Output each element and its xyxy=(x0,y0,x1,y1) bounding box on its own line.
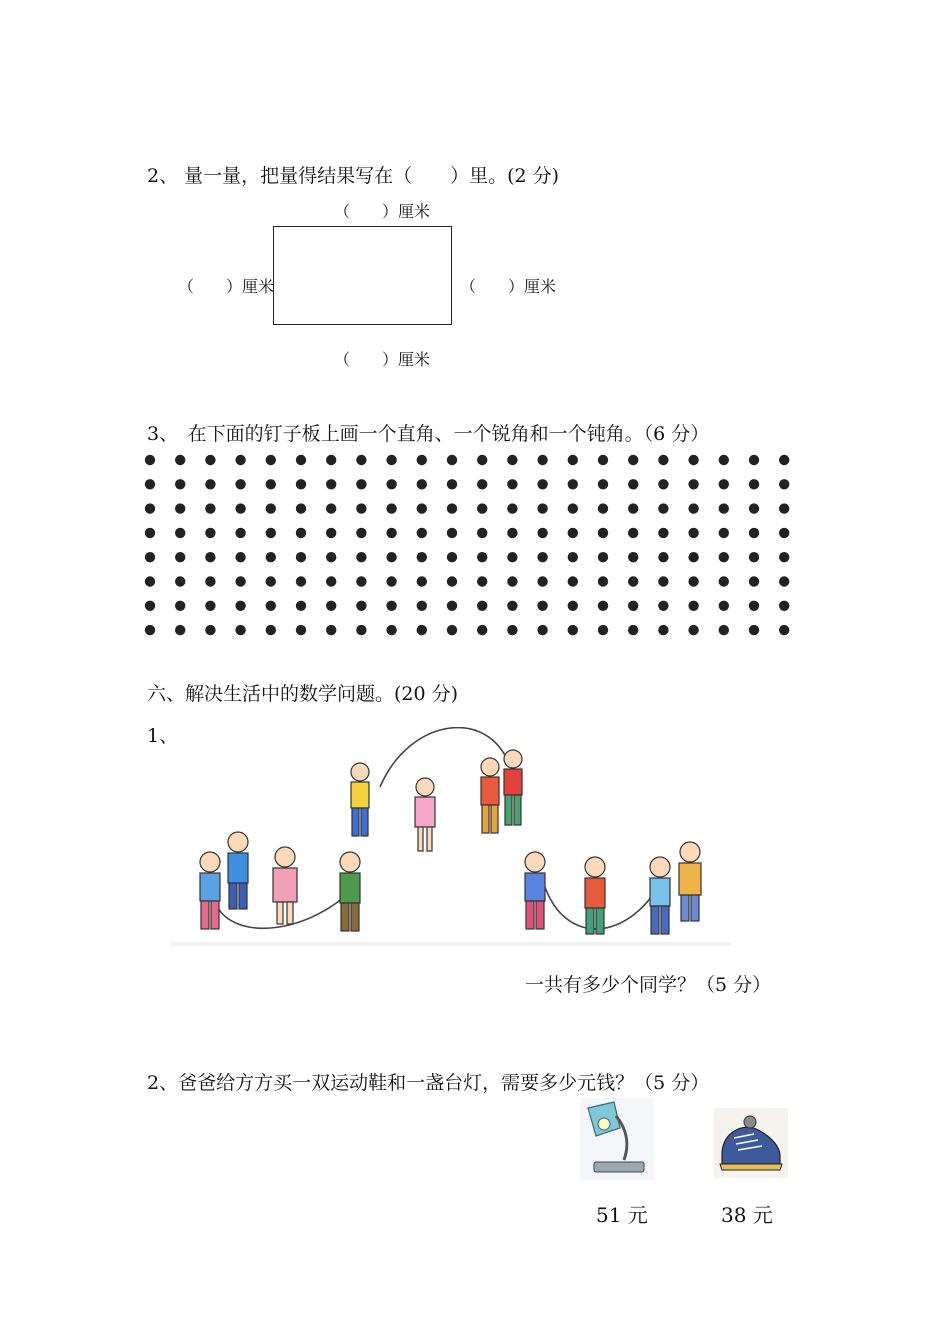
peg-dot[interactable] xyxy=(175,552,185,562)
peg-dot[interactable] xyxy=(688,503,698,513)
peg-dot[interactable] xyxy=(266,503,276,513)
peg-dot[interactable] xyxy=(386,503,396,513)
peg-dot[interactable] xyxy=(326,576,336,586)
peg-dot[interactable] xyxy=(749,601,759,611)
peg-dot[interactable] xyxy=(356,479,366,489)
peg-dot[interactable] xyxy=(447,528,457,538)
peg-dot[interactable] xyxy=(658,576,668,586)
problem1-question: 一共有多少个同学？（5 分） xyxy=(525,974,772,996)
peg-dot[interactable] xyxy=(417,528,427,538)
peg-dot[interactable] xyxy=(205,528,215,538)
peg-dot[interactable] xyxy=(628,552,638,562)
peg-dot[interactable] xyxy=(598,503,608,513)
peg-dot[interactable] xyxy=(417,455,427,465)
peg-dot[interactable] xyxy=(537,625,547,635)
peg-dot[interactable] xyxy=(477,576,487,586)
peg-dot[interactable] xyxy=(779,528,789,538)
peg-dot[interactable] xyxy=(205,625,215,635)
peg-dot[interactable] xyxy=(658,552,668,562)
peg-dot[interactable] xyxy=(356,601,366,611)
sneakers-image xyxy=(714,1108,788,1178)
shoes-price: 38 元 xyxy=(721,1203,773,1227)
q2-title: 2、 量一量，把量得结果写在（ ）里。(2 分) xyxy=(147,165,560,187)
peg-dot[interactable] xyxy=(145,479,155,489)
peg-dot[interactable] xyxy=(417,576,427,586)
peg-dot[interactable] xyxy=(628,479,638,489)
peg-dot[interactable] xyxy=(688,625,698,635)
peg-dot[interactable] xyxy=(507,552,517,562)
peg-dot[interactable] xyxy=(145,552,155,562)
peg-dot[interactable] xyxy=(266,479,276,489)
peg-dot[interactable] xyxy=(568,576,578,586)
peg-dot[interactable] xyxy=(356,625,366,635)
peg-dot[interactable] xyxy=(688,601,698,611)
peg-dot[interactable] xyxy=(658,625,668,635)
peg-dot[interactable] xyxy=(235,528,245,538)
peg-dot[interactable] xyxy=(779,479,789,489)
peg-dot[interactable] xyxy=(235,576,245,586)
peg-dot[interactable] xyxy=(568,479,578,489)
peg-dot[interactable] xyxy=(175,479,185,489)
peg-dot[interactable] xyxy=(477,552,487,562)
rect-top-label: （ ）厘米 xyxy=(334,202,431,221)
peg-dot[interactable] xyxy=(266,601,276,611)
peg-dot[interactable] xyxy=(568,503,578,513)
peg-dot[interactable] xyxy=(477,455,487,465)
peg-dot[interactable] xyxy=(386,601,396,611)
peg-dot[interactable] xyxy=(296,528,306,538)
peg-dot[interactable] xyxy=(598,552,608,562)
peg-dot[interactable] xyxy=(447,601,457,611)
rect-bottom-label: （ ）厘米 xyxy=(334,350,431,369)
peg-dot[interactable] xyxy=(598,479,608,489)
peg-dot[interactable] xyxy=(235,455,245,465)
peg-dot[interactable] xyxy=(628,455,638,465)
peg-dot[interactable] xyxy=(477,528,487,538)
peg-dot[interactable] xyxy=(296,552,306,562)
peg-dot[interactable] xyxy=(175,625,185,635)
peg-dot[interactable] xyxy=(719,552,729,562)
peg-dot[interactable] xyxy=(447,503,457,513)
peg-dot[interactable] xyxy=(356,576,366,586)
peg-dot[interactable] xyxy=(417,552,427,562)
peg-dot[interactable] xyxy=(719,576,729,586)
peg-dot[interactable] xyxy=(266,625,276,635)
peg-dot[interactable] xyxy=(568,528,578,538)
peg-dot[interactable] xyxy=(145,625,155,635)
jump-rope-illustration xyxy=(170,727,730,952)
peg-dot[interactable] xyxy=(628,528,638,538)
peg-dot[interactable] xyxy=(356,455,366,465)
peg-dot[interactable] xyxy=(175,455,185,465)
peg-dot[interactable] xyxy=(386,576,396,586)
peg-dot[interactable] xyxy=(779,625,789,635)
peg-dot[interactable] xyxy=(507,625,517,635)
peg-dot[interactable] xyxy=(658,455,668,465)
peg-dot[interactable] xyxy=(417,625,427,635)
peg-dot[interactable] xyxy=(296,503,306,513)
peg-dot[interactable] xyxy=(507,576,517,586)
peg-dot[interactable] xyxy=(537,455,547,465)
peg-dot[interactable] xyxy=(719,503,729,513)
peg-dot[interactable] xyxy=(326,625,336,635)
peg-dot[interactable] xyxy=(568,552,578,562)
peg-dot[interactable] xyxy=(296,601,306,611)
problem1-number: 1、 xyxy=(147,725,179,747)
peg-dot[interactable] xyxy=(719,455,729,465)
peg-dot[interactable] xyxy=(749,503,759,513)
peg-dot[interactable] xyxy=(658,503,668,513)
peg-dot[interactable] xyxy=(779,576,789,586)
peg-dot[interactable] xyxy=(326,528,336,538)
peg-dot[interactable] xyxy=(235,503,245,513)
peg-dot[interactable] xyxy=(507,455,517,465)
peg-dot[interactable] xyxy=(296,576,306,586)
peg-dot[interactable] xyxy=(749,625,759,635)
peg-dot[interactable] xyxy=(447,625,457,635)
peg-dot[interactable] xyxy=(447,576,457,586)
peg-dot[interactable] xyxy=(477,503,487,513)
peg-dot[interactable] xyxy=(296,625,306,635)
peg-dot[interactable] xyxy=(175,576,185,586)
peg-dot[interactable] xyxy=(477,479,487,489)
peg-dot[interactable] xyxy=(537,479,547,489)
peg-dot[interactable] xyxy=(235,552,245,562)
peg-dot[interactable] xyxy=(719,479,729,489)
peg-dot[interactable] xyxy=(205,601,215,611)
peg-dot[interactable] xyxy=(628,625,638,635)
peg-dot[interactable] xyxy=(658,479,668,489)
peg-dot[interactable] xyxy=(749,528,759,538)
peg-dot[interactable] xyxy=(598,601,608,611)
peg-dot[interactable] xyxy=(779,455,789,465)
peg-dot[interactable] xyxy=(628,601,638,611)
peg-dot[interactable] xyxy=(326,479,336,489)
peg-dot[interactable] xyxy=(537,601,547,611)
peg-dot[interactable] xyxy=(417,503,427,513)
peg-dot[interactable] xyxy=(598,576,608,586)
peg-dot[interactable] xyxy=(326,455,336,465)
peg-dot[interactable] xyxy=(356,503,366,513)
q3-title: 3、 在下面的钉子板上画一个直角、一个锐角和一个钝角。（6 分） xyxy=(147,423,710,445)
peg-dot[interactable] xyxy=(296,455,306,465)
peg-dot[interactable] xyxy=(175,601,185,611)
peg-dot[interactable] xyxy=(719,528,729,538)
peg-dot[interactable] xyxy=(145,455,155,465)
peg-dot[interactable] xyxy=(205,455,215,465)
peg-dot[interactable] xyxy=(386,528,396,538)
peg-dot[interactable] xyxy=(326,552,336,562)
peg-dot[interactable] xyxy=(175,528,185,538)
peg-dot[interactable] xyxy=(386,552,396,562)
peg-dot[interactable] xyxy=(477,625,487,635)
peg-dot[interactable] xyxy=(688,528,698,538)
peg-dot[interactable] xyxy=(356,552,366,562)
peg-dot[interactable] xyxy=(145,528,155,538)
peg-dot[interactable] xyxy=(749,552,759,562)
peg-dot[interactable] xyxy=(477,601,487,611)
peg-dot[interactable] xyxy=(326,503,336,513)
peg-dot[interactable] xyxy=(688,552,698,562)
peg-dot[interactable] xyxy=(266,528,276,538)
peg-dot[interactable] xyxy=(447,455,457,465)
peg-dot[interactable] xyxy=(658,528,668,538)
peg-dot[interactable] xyxy=(537,503,547,513)
peg-dot[interactable] xyxy=(537,528,547,538)
peg-dot[interactable] xyxy=(568,455,578,465)
peg-dot[interactable] xyxy=(326,601,336,611)
peg-dot[interactable] xyxy=(507,503,517,513)
peg-dot[interactable] xyxy=(779,503,789,513)
peg-dot[interactable] xyxy=(386,625,396,635)
peg-dot[interactable] xyxy=(235,601,245,611)
peg-dot[interactable] xyxy=(356,528,366,538)
peg-dot[interactable] xyxy=(658,601,668,611)
peg-dot[interactable] xyxy=(628,576,638,586)
peg-dot[interactable] xyxy=(749,479,759,489)
section6-title: 六、解决生活中的数学问题。(20 分) xyxy=(147,683,459,705)
peg-dot[interactable] xyxy=(447,552,457,562)
peg-dot[interactable] xyxy=(688,479,698,489)
peg-dot[interactable] xyxy=(205,479,215,489)
peg-dot[interactable] xyxy=(719,625,729,635)
peg-dot[interactable] xyxy=(688,455,698,465)
peg-dot[interactable] xyxy=(537,576,547,586)
peg-dot[interactable] xyxy=(266,455,276,465)
peg-dot[interactable] xyxy=(417,479,427,489)
peg-dot[interactable] xyxy=(447,479,457,489)
peg-dot[interactable] xyxy=(235,625,245,635)
measure-rectangle xyxy=(273,226,452,325)
peg-dot[interactable] xyxy=(386,455,396,465)
peg-dot[interactable] xyxy=(145,503,155,513)
peg-dot[interactable] xyxy=(779,552,789,562)
peg-dot[interactable] xyxy=(417,601,427,611)
peg-dot[interactable] xyxy=(145,576,155,586)
peg-dot[interactable] xyxy=(568,601,578,611)
peg-dot[interactable] xyxy=(266,576,276,586)
problem2-question: 2、爸爸给方方买一双运动鞋和一盏台灯，需要多少元钱？（5 分） xyxy=(147,1072,710,1094)
rect-right-label: （ ）厘米 xyxy=(460,277,557,296)
peg-dot[interactable] xyxy=(205,552,215,562)
peg-dot[interactable] xyxy=(507,528,517,538)
peg-dot[interactable] xyxy=(598,625,608,635)
peg-dot[interactable] xyxy=(296,479,306,489)
peg-dot[interactable] xyxy=(719,601,729,611)
peg-dot[interactable] xyxy=(749,455,759,465)
desk-lamp-image xyxy=(580,1098,654,1180)
pegboard[interactable] xyxy=(140,448,800,638)
peg-dot[interactable] xyxy=(537,552,547,562)
peg-dot[interactable] xyxy=(598,455,608,465)
peg-dot[interactable] xyxy=(205,503,215,513)
peg-dot[interactable] xyxy=(628,503,638,513)
lamp-price: 51 元 xyxy=(596,1203,648,1227)
peg-dot[interactable] xyxy=(175,503,185,513)
peg-dot[interactable] xyxy=(598,528,608,538)
peg-dot[interactable] xyxy=(205,576,215,586)
peg-dot[interactable] xyxy=(145,601,155,611)
peg-dot[interactable] xyxy=(507,601,517,611)
peg-dot[interactable] xyxy=(507,479,517,489)
peg-dot[interactable] xyxy=(688,576,698,586)
peg-dot[interactable] xyxy=(749,576,759,586)
peg-dot[interactable] xyxy=(266,552,276,562)
rect-left-label: （ ）厘米 xyxy=(178,277,275,296)
peg-dot[interactable] xyxy=(386,479,396,489)
peg-dot[interactable] xyxy=(779,601,789,611)
peg-dot[interactable] xyxy=(568,625,578,635)
peg-dot[interactable] xyxy=(235,479,245,489)
